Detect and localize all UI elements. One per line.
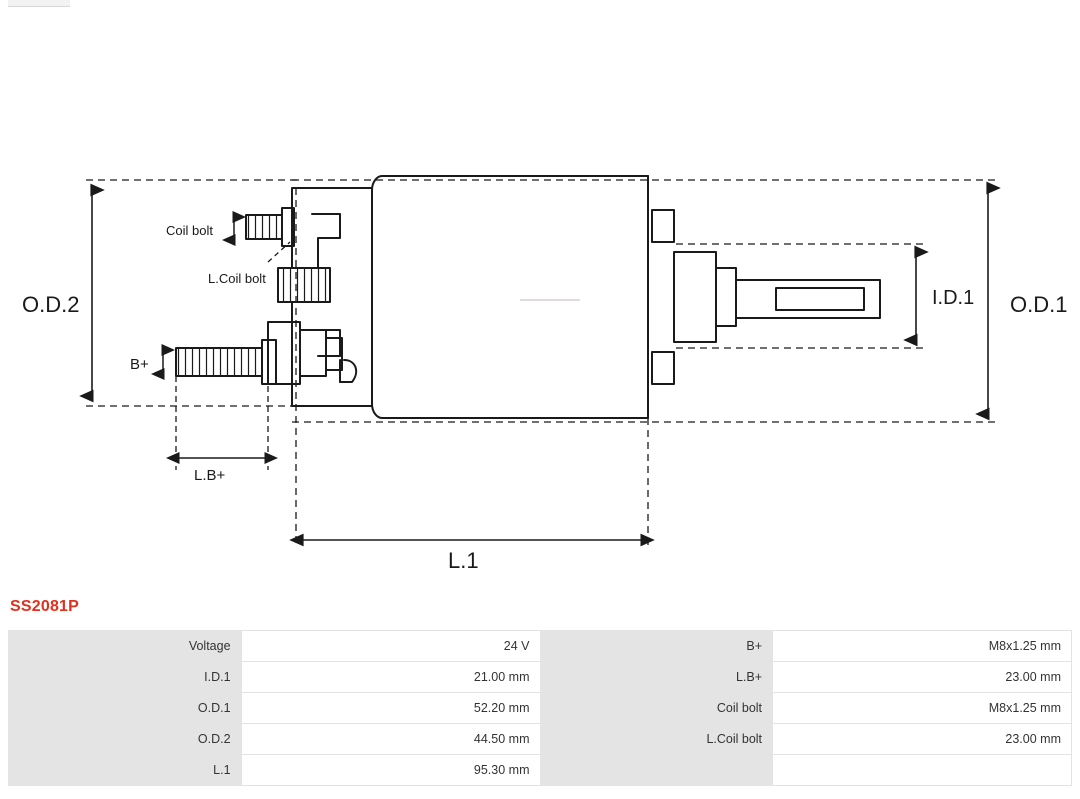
spec-value: 21.00 mm [241,662,540,693]
spec-value-empty [773,755,1072,786]
spec-value: 23.00 mm [773,662,1072,693]
spec-label: L.B+ [540,662,773,693]
spec-label-empty [540,755,773,786]
spec-label: L.1 [9,755,242,786]
spec-label: L.Coil bolt [540,724,773,755]
table-row [9,755,1072,786]
spec-label: Voltage [9,631,242,662]
label-id1: I.D.1 [932,287,975,309]
spec-label: O.D.1 [9,693,242,724]
label-l1: L.1 [448,548,479,573]
spec-value: 95.30 mm [241,755,540,786]
table-row [9,662,1072,693]
spec-value: 52.20 mm [241,693,540,724]
table-row [9,724,1072,755]
spec-value: M8x1.25 mm [773,631,1072,662]
label-coil-bolt: Coil bolt [166,223,213,238]
spec-label: Coil bolt [540,693,773,724]
spec-label: B+ [540,631,773,662]
table-row [9,693,1072,724]
spec-value: 23.00 mm [773,724,1072,755]
specifications-table [8,630,1072,786]
table-row [9,631,1072,662]
spec-value: 24 V [241,631,540,662]
label-l-b-plus: L.B+ [194,467,226,484]
label-b-plus: B+ [130,356,149,373]
label-l-coil-bolt: L.Coil bolt [208,271,266,286]
spec-label: O.D.2 [9,724,242,755]
spec-label: I.D.1 [9,662,242,693]
spec-value: 44.50 mm [241,724,540,755]
label-od1: O.D.1 [1010,292,1068,317]
label-od2: O.D.2 [22,292,80,317]
part-number: SS2081P [10,598,80,615]
spec-value: M8x1.25 mm [773,693,1072,724]
